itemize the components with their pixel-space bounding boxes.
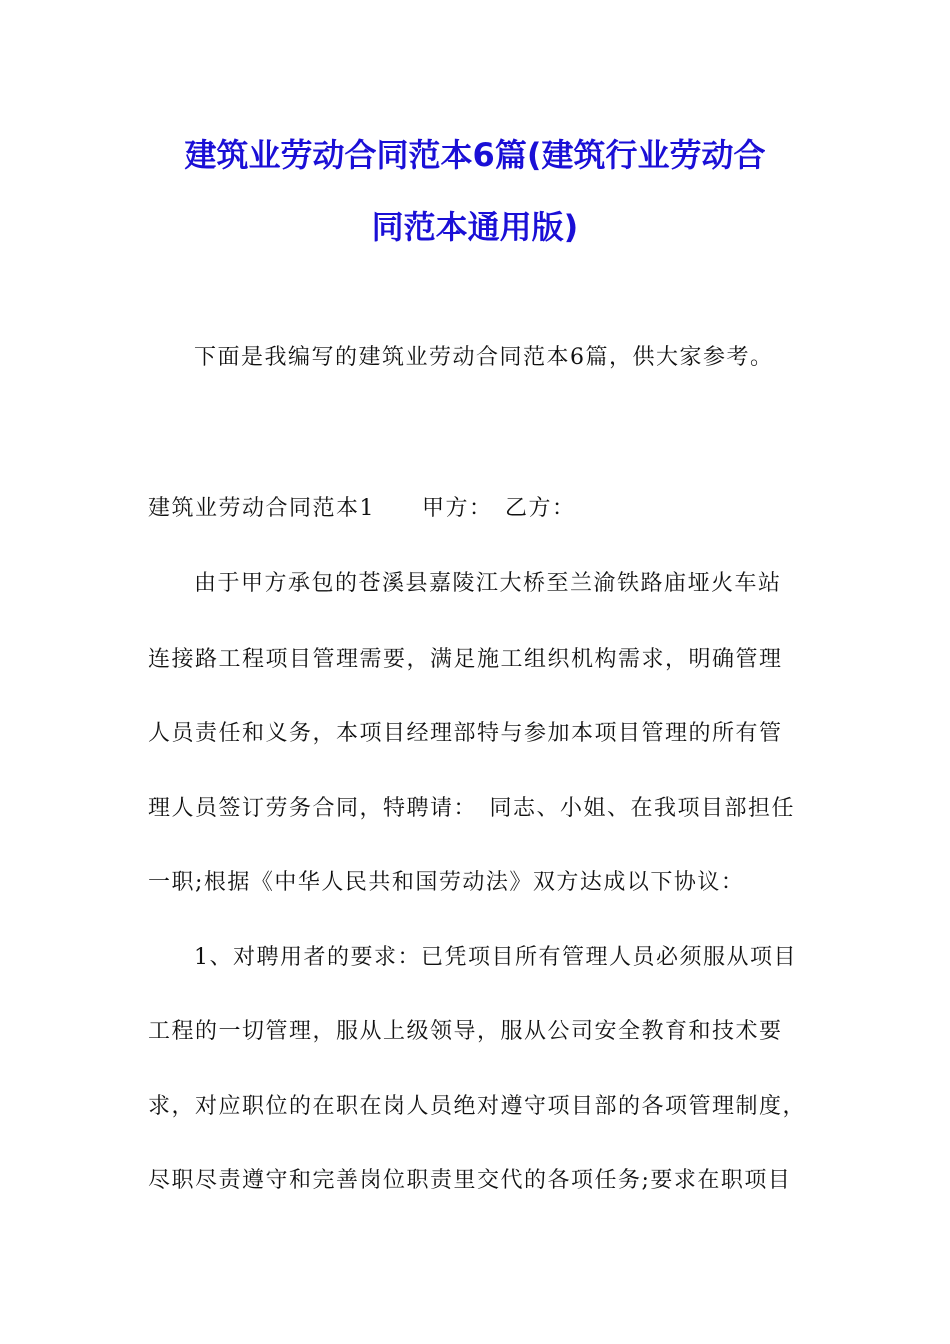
section-header: 建筑业劳动合同范本1 甲方： 乙方： xyxy=(148,496,576,521)
body-line: 一职;根据《中华人民共和国劳动法》双方达成以下协议： xyxy=(148,870,745,895)
body-line: 连接路工程项目管理需要，满足施工组织机构需求，明确管理 xyxy=(148,647,783,672)
body-line: 理人员签订劳务合同，特聘请： 同志、小姐、在我项目部担任 xyxy=(148,796,796,821)
body-line: 由于甲方承包的苍溪县嘉陵江大桥至兰渝铁路庙垭火车站 xyxy=(194,571,782,596)
document-title-line-1: 建筑业劳动合同范本6篇(建筑行业劳动合 xyxy=(184,136,766,174)
document-title-line-2: 同范本通用版) xyxy=(371,208,579,246)
body-line: 求，对应职位的在职在岗人员绝对遵守项目部的各项管理制度， xyxy=(148,1094,807,1119)
body-line: 人员责任和义务，本项目经理部特与参加本项目管理的所有管 xyxy=(148,721,783,746)
body-line: 1、对聘用者的要求：已凭项目所有管理人员必须服从项目 xyxy=(194,945,797,970)
intro-paragraph: 下面是我编写的建筑业劳动合同范本6篇，供大家参考。 xyxy=(194,345,774,370)
body-line: 尽职尽责遵守和完善岗位职责里交代的各项任务;要求在职项目 xyxy=(148,1168,792,1193)
body-line: 工程的一切管理，服从上级领导，服从公司安全教育和技术要 xyxy=(148,1019,783,1044)
